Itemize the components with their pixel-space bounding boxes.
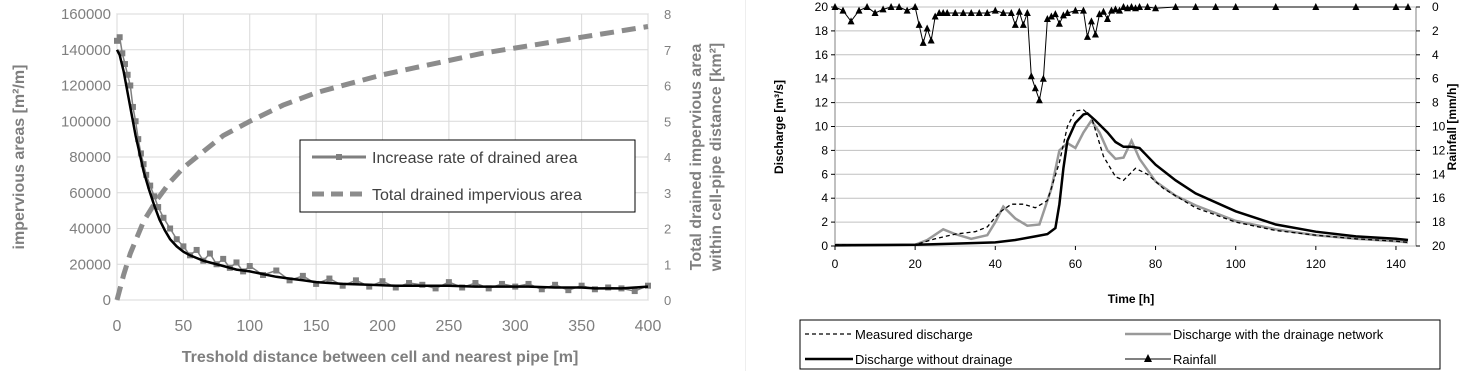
y-tick-label: 12 [814,95,828,110]
increase-rate-point [160,215,166,221]
x-tick-label: 80 [1148,257,1163,271]
y-tick-label: 0 [821,239,828,253]
right-chart-panel [746,0,1464,371]
increase-rate-point [472,280,478,286]
y-tick-label: 20 [814,0,828,14]
increase-rate-point [326,276,332,282]
y2-tick-label: 6 [1432,71,1439,86]
increase-rate-point [194,247,200,253]
y-axis-label: impervious areas [m²/m] [11,64,28,250]
y2-tick-label: 0 [1432,0,1439,14]
y-tick-label: 60000 [69,184,111,202]
increase-rate-point [300,273,306,279]
y-tick-label: 2 [821,215,828,230]
x-tick-label: 100 [1225,257,1246,271]
y2-tick-label: 2 [664,221,672,237]
y2-tick-label: 20 [1432,239,1446,253]
y2-tick-label: 10 [1432,119,1446,134]
increase-rate-point [247,263,253,269]
x-tick-label: 250 [435,318,463,335]
y2-axis-label: Rainfall [mm/h] [1445,83,1459,171]
y-tick-label: 120000 [60,77,111,95]
x-tick-label: 100 [236,318,264,335]
legend-label-total-area: Total drained impervious area [372,187,582,204]
increase-rate-point [207,251,213,257]
y2-axis-label-line1: Total drained impervious area [688,43,705,271]
increase-rate-point [273,268,279,274]
y-tick-label: 100000 [60,113,111,131]
y2-tick-label: 12 [1432,143,1446,158]
increase-rate-point [220,256,226,262]
y-tick-label: 8 [821,143,828,158]
y-tick-label: 80000 [69,149,111,166]
x-tick-label: 350 [568,318,595,335]
legend-label-with-network: Discharge with the drainage network [1173,327,1384,342]
y2-tick-label: 4 [664,150,672,165]
legend-label-increase-rate: Increase rate of drained area [372,150,578,167]
y2-axis-label-line2: within cell-pipe distance [km²] [708,42,725,272]
y2-tick-label: 14 [1432,167,1446,182]
y2-tick-label: 5 [664,114,672,130]
x-tick-label: 40 [988,257,1002,271]
y-tick-label: 10 [814,119,828,134]
x-tick-label: 0 [831,257,839,271]
increase-rate-point [446,279,452,285]
increase-rate-point [233,259,239,265]
x-tick-label: 0 [112,318,122,335]
y-tick-label: 14 [814,71,828,86]
x-tick-label: 60 [1068,257,1083,271]
x-axis-label: Treshold distance between cell and nearest pipe [m] [181,349,579,366]
increase-rate-point [353,277,359,283]
y-tick-label: 140000 [60,41,111,59]
right-chart [746,0,1464,371]
increase-rate-point [127,83,133,89]
legend [300,140,635,212]
increase-rate-point [167,226,173,232]
y2-tick-label: 6 [664,78,672,94]
x-tick-label: 140 [1385,257,1406,271]
increase-rate-point [632,288,638,294]
y2-tick-label: 8 [1432,95,1439,110]
y2-tick-label: 3 [664,185,672,201]
y-tick-label: 18 [814,23,828,38]
increase-rate-point [117,34,123,40]
x-tick-label: 120 [1305,257,1326,271]
y-tick-label: 40000 [69,220,111,238]
x-tick-label: 50 [174,318,193,335]
y-tick-label: 16 [814,47,828,62]
legend [800,320,1440,369]
legend-label-measured: Measured discharge [855,327,973,342]
y2-tick-label: 0 [664,293,672,308]
y-axis-label: Discharge [m³/s] [772,79,786,175]
x-axis-label: Time [h] [1107,292,1155,306]
y-tick-label: 160000 [60,6,111,23]
y-tick-label: 6 [821,167,828,182]
y-tick-label: 20000 [69,256,111,274]
x-tick-label: 150 [302,318,330,335]
y-tick-label: 4 [821,191,828,206]
y-tick-label: 0 [102,292,111,309]
y2-tick-label: 2 [1432,23,1439,38]
y2-tick-label: 1 [664,257,672,273]
y2-tick-label: 4 [1432,47,1439,62]
x-tick-label: 200 [369,318,396,335]
legend-label-rainfall: Rainfall [1173,352,1217,367]
x-tick-label: 300 [501,318,529,335]
increase-rate-point [174,236,180,242]
legend-label-without-drainage: Discharge without drainage [855,352,1013,367]
y2-tick-label: 16 [1432,191,1446,206]
x-tick-label: 20 [908,257,922,271]
legend-marker-increase-rate-square [336,154,342,160]
y2-tick-label: 7 [664,42,672,58]
y2-tick-label: 18 [1432,215,1446,230]
x-tick-label: 400 [634,318,662,335]
increase-rate-point [380,278,386,284]
y2-tick-label: 8 [664,7,672,22]
